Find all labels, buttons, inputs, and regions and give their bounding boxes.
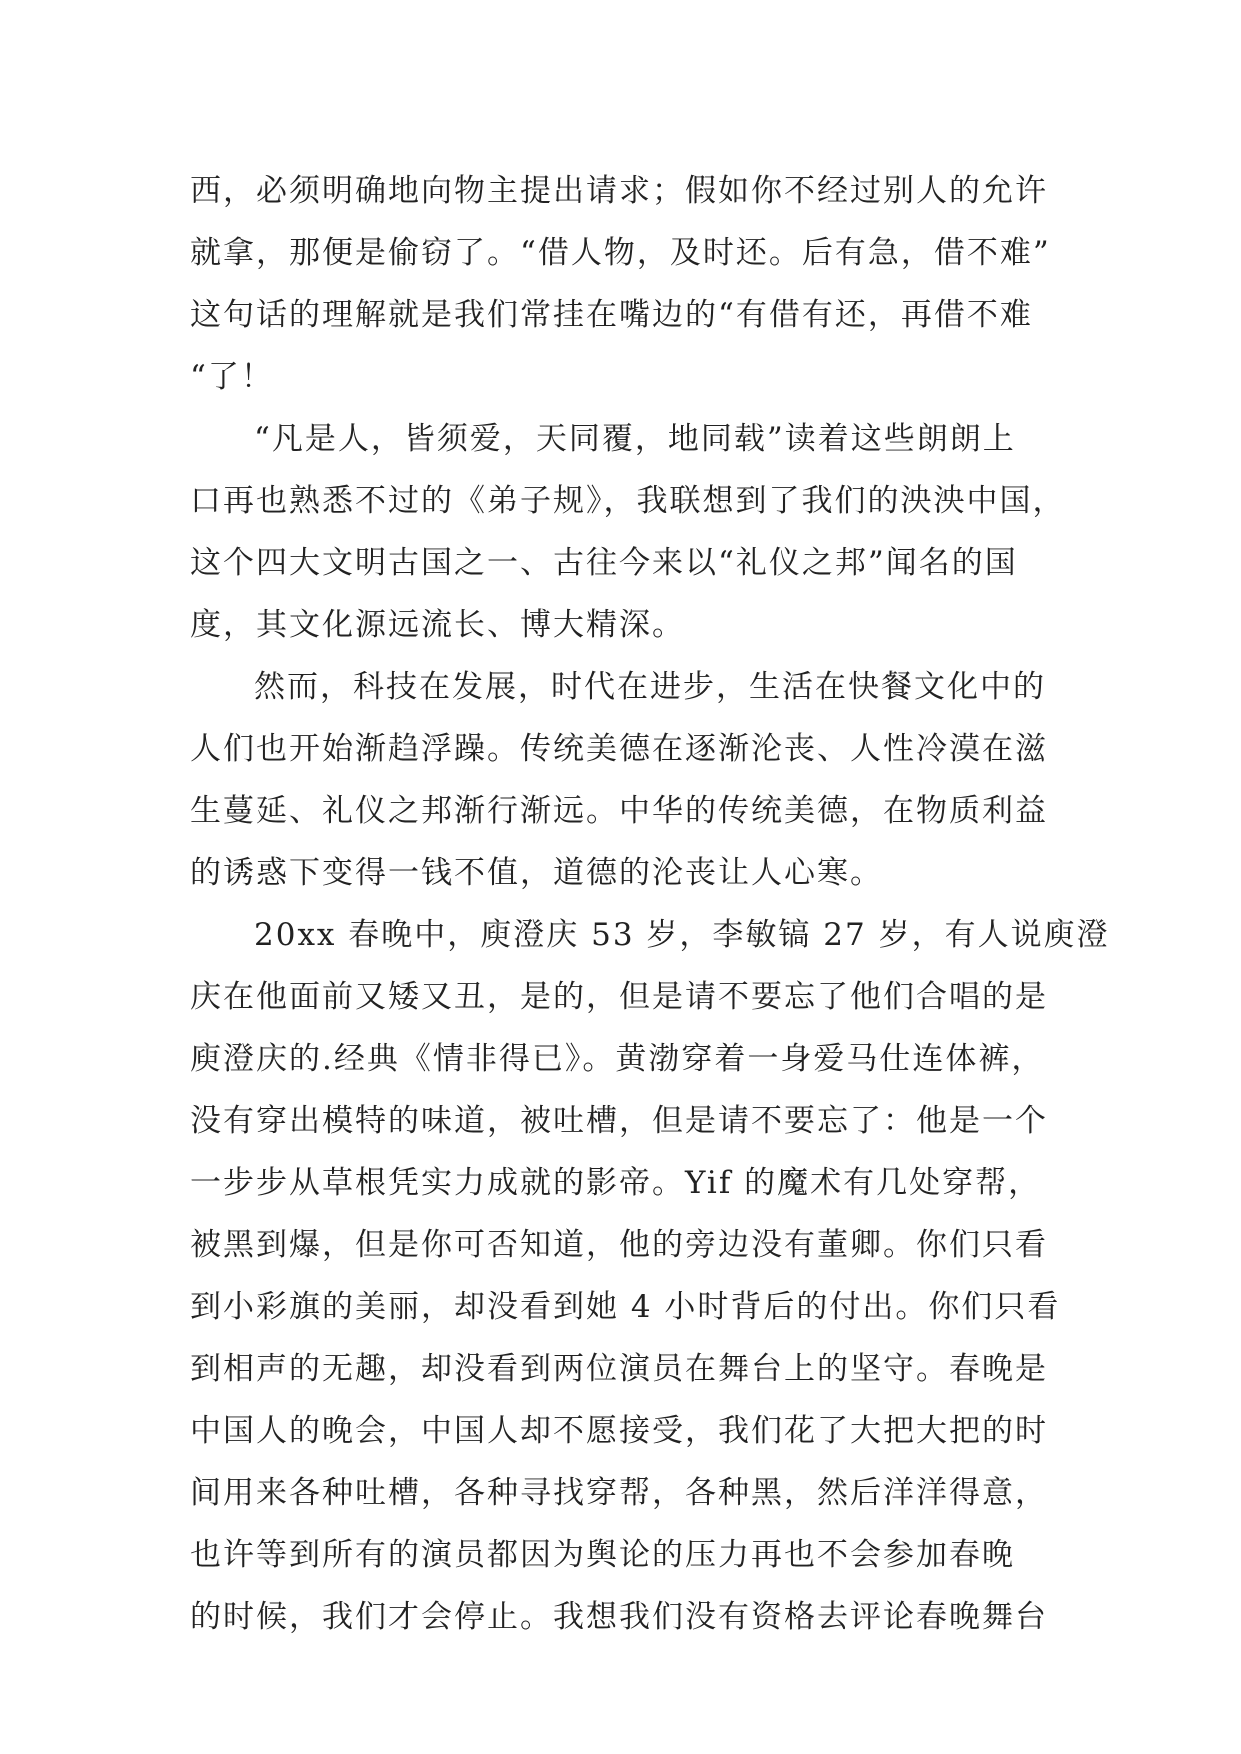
text-line: 就拿，那便是偷窃了。“借人物，及时还。后有急，借不难” bbox=[190, 235, 1051, 271]
paragraph-first-line: 然而，科技在发展，时代在进步，生活在快餐文化中的 bbox=[254, 669, 1046, 705]
text-line: 口再也熟悉不过的《弟子规》，我联想到了我们的泱泱中国， bbox=[190, 483, 1066, 519]
text-line: 这句话的理解就是我们常挂在嘴边的“有借有还，再借不难 bbox=[190, 297, 1033, 333]
text-line: 到相声的无趣，却没看到两位演员在舞台上的坚守。春晚是 bbox=[190, 1351, 1048, 1387]
text-line: 到小彩旗的美丽，却没看到她 4 小时背后的付出。你们只看 bbox=[190, 1289, 1061, 1325]
text-line: 间用来各种吐槽，各种寻找穿帮，各种黑，然后洋洋得意， bbox=[190, 1475, 1048, 1511]
text-line: 度，其文化源远流长、博大精深。 bbox=[190, 607, 685, 643]
text-line: “了！ bbox=[190, 359, 274, 395]
text-line: 被黑到爆，但是你可否知道，他的旁边没有董卿。你们只看 bbox=[190, 1227, 1048, 1263]
text-line: 西，必须明确地向物主提出请求；假如你不经过别人的允许 bbox=[190, 173, 1048, 209]
text-line: 庆在他面前又矮又丑，是的，但是请不要忘了他们合唱的是 bbox=[190, 979, 1048, 1015]
body-text bbox=[190, 160, 1110, 1648]
text-line: 生蔓延、礼仪之邦渐行渐远。中华的传统美德，在物质利益 bbox=[190, 793, 1048, 829]
text-line: 的时候，我们才会停止。我想我们没有资格去评论春晚舞台 bbox=[190, 1599, 1048, 1635]
text-line: 中国人的晚会，中国人却不愿接受，我们花了大把大把的时 bbox=[190, 1413, 1048, 1449]
text-line: 人们也开始渐趋浮躁。传统美德在逐渐沦丧、人性冷漠在滋 bbox=[190, 731, 1048, 767]
text-line: 的诱惑下变得一钱不值，道德的沦丧让人心寒。 bbox=[190, 855, 883, 891]
text-line: 没有穿出模特的味道，被吐槽，但是请不要忘了：他是一个 bbox=[190, 1103, 1048, 1139]
paragraph-first-line: 20xx 春晚中，庾澄庆 53 岁，李敏镐 27 岁，有人说庾澄 bbox=[254, 917, 1110, 953]
text-line: 这个四大文明古国之一、古往今来以“礼仪之邦”闻名的国 bbox=[190, 545, 1018, 581]
text-line: 也许等到所有的演员都因为舆论的压力再也不会参加春晚 bbox=[190, 1537, 1015, 1573]
text-line: 一步步从草根凭实力成就的影帝。Yif 的魔术有几处穿帮， bbox=[190, 1165, 1042, 1201]
text-line: 庾澄庆的.经典《情非得已》。黄渤穿着一身爱马仕连体裤， bbox=[190, 1041, 1045, 1077]
paragraph-first-line: “凡是人，皆须爱，天同覆，地同载”读着这些朗朗上 bbox=[254, 421, 1016, 457]
